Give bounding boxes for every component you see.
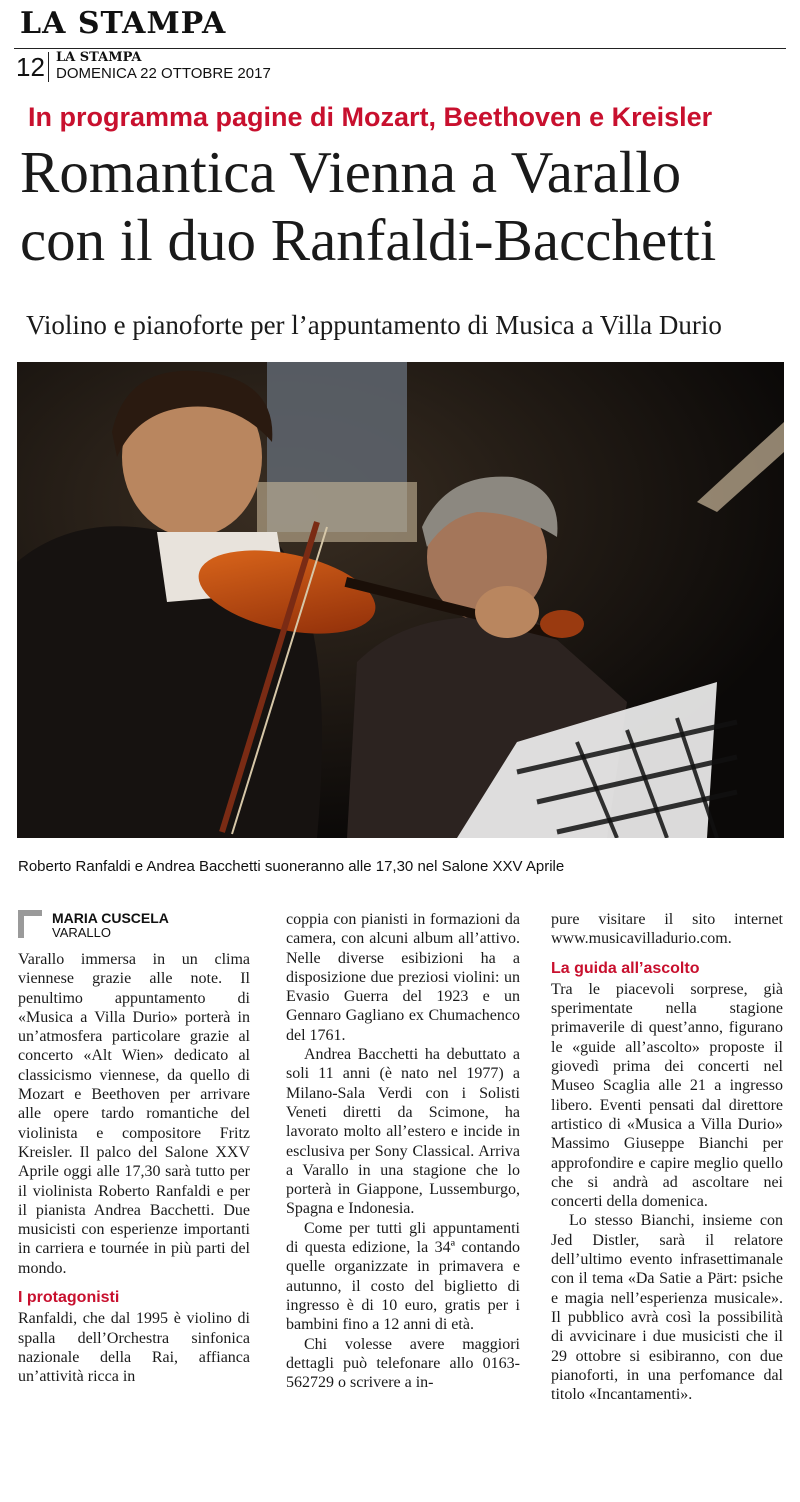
headline-line-1: Romantica Vienna a Varallo [20,139,682,205]
article-column-1 [18,950,250,1387]
photo-illustration [17,362,784,838]
paragraph: Ranfaldi, che dal 1995 è violino di spalla dell’Orchestra sinfonica nazionale della Rai, affianca un’attività ricca in [18,1310,250,1386]
masthead: LA STAMPA [20,6,227,41]
article-photo [17,362,784,838]
author-name: MARIA CUSCELA [52,910,169,926]
page-number: 12 [16,52,45,82]
paragraph: Tra le piacevoli sorprese, già sperimentate nella stagione primaverile di quest’anno, figurano le «guide all’ascolto» proposte il giovedì prima dei concerti nel Museo Scaglia alle 21 a ingresso libero. Eventi pensati dal direttore artistico di «Musica a Villa Durio» Massimo Giuseppe Bianchi per approfondire e capire meglio quello che si andrà ad ascoltare nei concerti della domenica. [551,980,783,1211]
photo-caption: Roberto Ranfaldi e Andrea Bacchetti suoneranno alle 17,30 nel Salone XXV Aprile [18,858,565,875]
byline-corner-icon [18,910,42,938]
paragraph: pure visitare il sito internet www.musicavilladurio.com. [551,911,783,948]
section-heading-guida: La guida all’ascolto [551,959,700,977]
subhead: Violino e pianoforte per l’appuntamento di Musica a Villa Durio [26,310,722,340]
author-place: VARALLO [52,925,112,940]
paragraph: Chi volesse avere maggiori dettagli può telefonare allo 0163-562729 o scrivere a in- [286,1335,520,1392]
headline-line-2: con il duo Ranfaldi-Bacchetti [20,207,717,273]
paragraph: Andrea Bacchetti ha debuttato a soli 11 anni (è nato nel 1977) a Milano-Sala Verdi con i Solisti Veneti diretti da Scimone, ha lavorato molto all’estero e incide in esclusiva per Sony Classical. Arriva a Varallo in una stagione che lo porterà in Giappone, Lussemburgo, Spagna e Indonesia. [286,1046,520,1218]
paragraph: coppia con pianisti in formazioni da camera, con alcuni album all’attivo. Nelle diverse esibizioni ha a disposizione due preziosi violini: un Evasio Guerra del 1923 e un Gennaro Gagliano ex Chumachenco del 1761. [286,911,520,1044]
small-masthead: LA STAMPA [56,50,142,65]
article-column-2 [286,910,520,1392]
section-heading-protagonisti: I protagonisti [18,1289,120,1307]
headline [20,138,800,274]
paragraph: Varallo immersa in un clima viennese grazie alle note. Il penultimo appuntamento di «Musica a Villa Durio» porterà in un’atmosfera particolare grazie al concerto «Alt Wien» dedicato al classicismo viennese, da quello di Mozart e Beethoven per arrivare alle opere tardo romantiche del violinista e compositore Fritz Kreisler. Il palco del Salone XXV Aprile oggi alle 17,30 sarà tutto per il violinista Roberto Ranfaldi e per il pianista Andrea Bacchetti. Due musicisti con esperienze importanti in carriera e tournée in più parti del mondo. [18,951,250,1277]
paragraph: Come per tutti gli appuntamenti di questa edizione, la 34ª contando quelle organizzate in primavera e autunno, il costo del biglietto di ingresso è di 10 euro, gratis per i bambini fino a 12 anni di età. [286,1219,520,1334]
page-divider [48,52,49,82]
article-column-3 [551,910,783,1404]
date-line: DOMENICA 22 OTTOBRE 2017 [56,65,271,82]
masthead-rule [14,48,786,49]
kicker: In programma pagine di Mozart, Beethoven e Kreisler [28,102,713,132]
paragraph: Lo stesso Bianchi, insieme con Jed Distler, sarà il relatore dell’ultimo evento infrasettimanale con il tema «Da Satie a Pärt: psiche e magia nell’esperienza musicale». Il pubblico avrà così la possibilità di avvicinare i due musicisti che il 29 ottobre si esibiranno, con due pianoforti, in una perfomance dal titolo «Incantamenti». [551,1212,783,1404]
